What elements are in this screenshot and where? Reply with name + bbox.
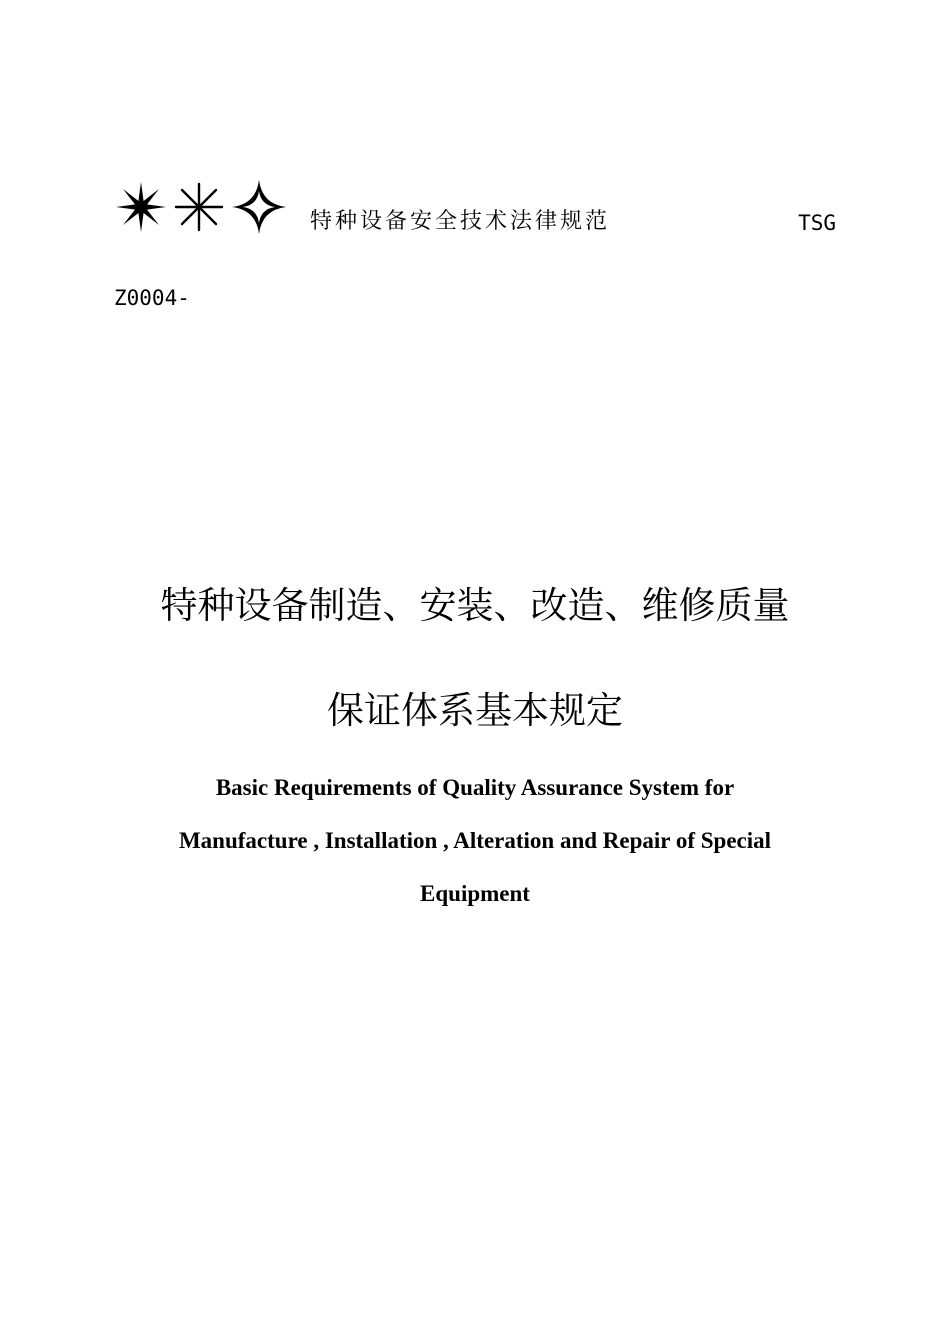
title-chinese-line-2: 保证体系基本规定 xyxy=(327,689,623,732)
regulation-code-number: Z0004- xyxy=(114,286,190,310)
header-symbols xyxy=(114,176,288,238)
title-english-line-2: Manufacture , Installation , Alteration and Repair of Special xyxy=(178,828,772,853)
title-chinese-line-1: 特种设备制造、安装、改造、维修质量 xyxy=(160,584,790,627)
title-english-line-3: Equipment xyxy=(420,881,530,906)
asterisk-star-icon xyxy=(114,180,168,234)
regulation-category: 特种设备安全技术法律规范 xyxy=(310,209,611,234)
regulation-code-prefix: TSG xyxy=(798,211,836,235)
heavy-asterisk-icon xyxy=(172,180,226,234)
title-english-line-1: Basic Requirements of Quality Assurance System for xyxy=(215,775,735,800)
four-point-star-icon xyxy=(230,178,288,236)
